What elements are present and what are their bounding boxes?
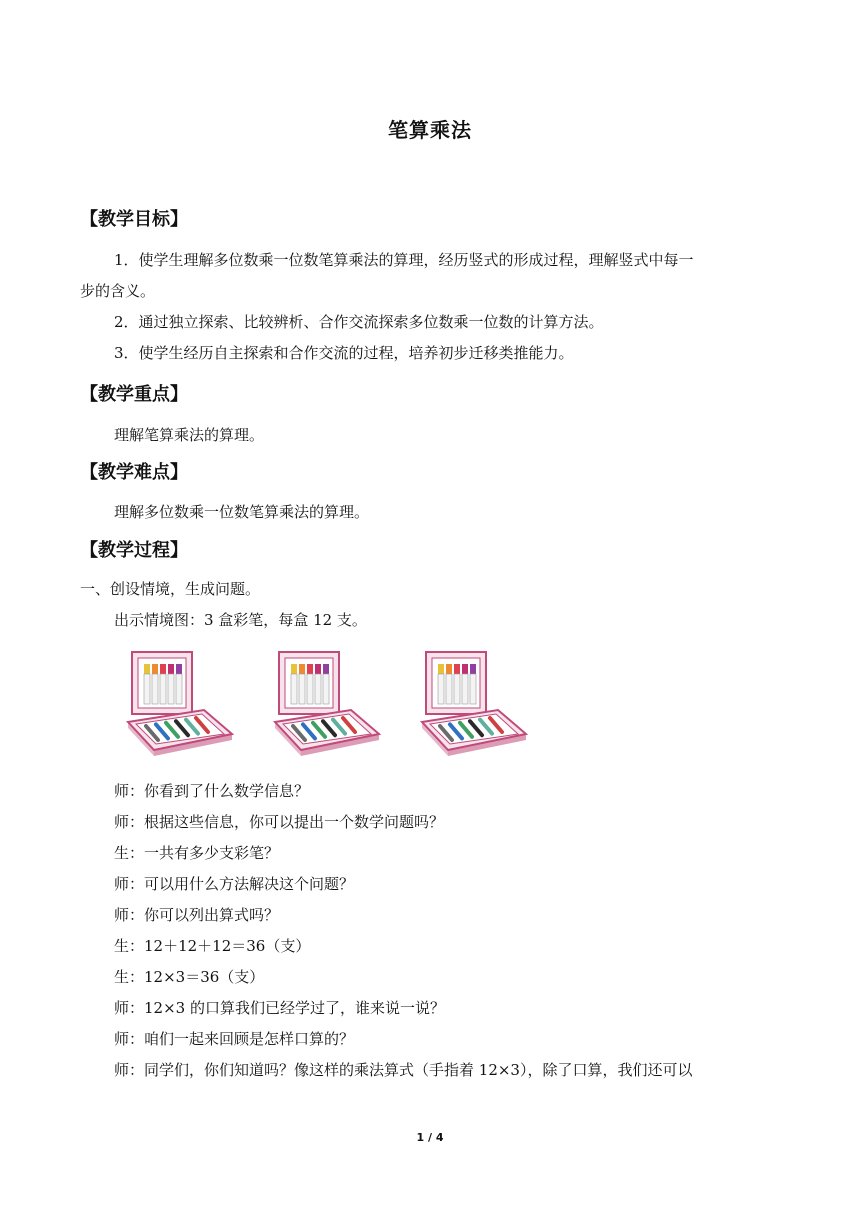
section-heading-process: 【教学过程】 — [80, 540, 188, 561]
goal-1-line-1: 1．使学生理解多位数乘一位数笔算乘法的算理，经历竖式的形成过程，理解竖式中每一 — [114, 251, 694, 269]
dialogue-line: 师：你可以列出算式吗？ — [114, 906, 280, 924]
difficulty-point: 理解多位数乘一位数笔算乘法的算理。 — [114, 503, 370, 521]
section-heading-goals: 【教学目标】 — [80, 209, 188, 230]
goal-1-line-2: 步的含义。 — [80, 282, 156, 300]
section-heading-key: 【教学重点】 — [80, 384, 188, 405]
dialogue-line: 师：12×3 的口算我们已经学过了，谁来说一说？ — [114, 999, 445, 1017]
goal-3: 3．使学生经历自主探索和合作交流的过程，培养初步迁移类推能力。 — [114, 344, 574, 362]
page-number: 1 / 4 — [416, 1131, 444, 1144]
dialogue-line: 师：咱们一起来回顾是怎样口算的？ — [114, 1030, 355, 1048]
dialogue-line: 师：同学们，你们知道吗？像这样的乘法算式（手指着 12×3），除了口算，我们还可以 — [114, 1061, 693, 1079]
scenario-intro: 出示情境图：3 盒彩笔，每盒 12 支。 — [114, 611, 367, 629]
dialogue-line: 生：一共有多少支彩笔？ — [114, 844, 280, 862]
pencil-box-icon — [271, 648, 383, 758]
dialogue-line: 师：可以用什么方法解决这个问题？ — [114, 875, 355, 893]
section-heading-difficulty: 【教学难点】 — [80, 462, 188, 483]
pencil-box-icon — [124, 648, 236, 758]
pencil-box-icon — [418, 648, 530, 758]
goal-2: 2．通过独立探索、比较辨析、合作交流探索多位数乘一位数的计算方法。 — [114, 313, 604, 331]
dialogue-line: 生：12＋12＋12＝36（支） — [114, 937, 311, 955]
dialogue-line: 生：12×3＝36（支） — [114, 968, 265, 986]
key-point: 理解笔算乘法的算理。 — [114, 426, 265, 444]
pencil-boxes-figure — [124, 640, 544, 768]
dialogue-line: 师：你看到了什么数学信息？ — [114, 782, 310, 800]
process-step-1: 一、创设情境，生成问题。 — [80, 580, 261, 598]
dialogue-line: 师：根据这些信息，你可以提出一个数学问题吗？ — [114, 813, 445, 831]
page-title: 笔算乘法 — [388, 118, 472, 142]
